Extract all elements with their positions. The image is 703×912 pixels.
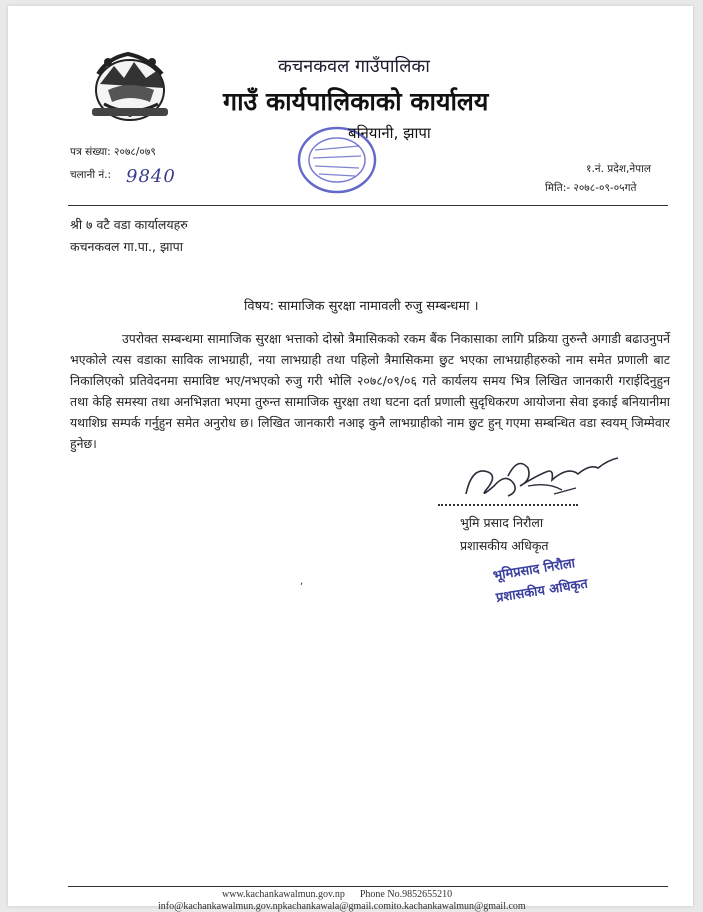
- footer-emails: info@kachankawalmun.gov.npkachankawala@gmail.comito.kachankawalmun@gmail.com: [158, 901, 526, 912]
- province-text: १.नं. प्रदेश,नेपाल: [586, 163, 651, 175]
- header-divider: [68, 205, 668, 206]
- dispatch-number-label: चलानी नं.:: [70, 169, 112, 181]
- signer-name: भुमि प्रसाद निरौला: [460, 515, 544, 530]
- seal-name: भूमिप्रसाद निरौला: [492, 556, 577, 584]
- recipient-line-1: श्री ७ वटै वडा कार्यालयहरु: [70, 217, 188, 232]
- dispatch-number-handwritten: 9840: [126, 166, 176, 187]
- letter-number-label: पत्र संख्या:: [70, 146, 111, 158]
- seal-title: प्रशासकीय अधिकृत: [495, 576, 589, 606]
- municipality-name: कचनकवल गाउँपालिका: [278, 56, 430, 77]
- office-location: बनियानी, झापा: [348, 124, 431, 142]
- office-title: गाउँ कार्यपालिकाको कार्यालय: [223, 87, 489, 116]
- letter-page: [8, 6, 693, 912]
- recipient-line-2: कचनकवल गा.पा., झापा: [70, 239, 184, 254]
- signer-title: प्रशासकीय अधिकृत: [460, 538, 549, 553]
- footer-phone: Phone No.9852655210: [359, 889, 453, 900]
- letter-number-row: [70, 145, 156, 159]
- letter-date: मिति:- २०७८-०९-०५गते: [545, 182, 637, 194]
- footer-website: www.kachankawalmun.gov.np: [222, 889, 345, 900]
- nepal-emblem-icon: [78, 44, 182, 128]
- footer-contact: [222, 889, 452, 900]
- letter-body: उपरोक्त सम्बन्धमा सामाजिक सुरक्षा भत्ताको दोस्रो त्रैमासिकको रकम बैंक निकासाका लागि प्रक्रिया तुरुन्तै अगाडी बढाउनुपर्ने भएकोले त्यस वडाका साविक लाभग्राही, नया लाभग्राही तथा पहिलो त्रैमासिकमा छुट भएका लाभग्राहीहरुको नाम समेत प्रणाली बाट निकालिएको प्रतिवेदनमा समाविष्ट भए/नभएको रुजु गरी भोलि २०७८/०९/०६ गते कार्यलय समय भित्र लिखित जानकारी गराईदिनुहुन तथा केहि समस्या तथा अनभिज्ञता भएमा तुरुन्त सामाजिक सुरक्षा तथा घटना दर्ता प्रणाली सुदृधिकरण आयोजना सेवा इकाई बनियानीमा यथाशिघ्र सम्पर्क गर्नुहुन समेत अनुरोध छ। लिखित जानकारी नआइ कुनै लाभग्राहीको नाम छुट हुन् गएमा सम्बन्धित वडा स्वयम् जिम्मेवार हुनेछ।: [70, 331, 670, 451]
- letter-subject: विषय: सामाजिक सुरक्षा नामावली रुजु सम्बन्धमा ।: [244, 299, 479, 314]
- letter-number: २०७८/०७९: [114, 146, 156, 158]
- footer-divider: [68, 886, 668, 887]
- signature-icon: [458, 446, 628, 506]
- signature-line: [438, 504, 578, 506]
- ink-mark: ,: [300, 576, 304, 587]
